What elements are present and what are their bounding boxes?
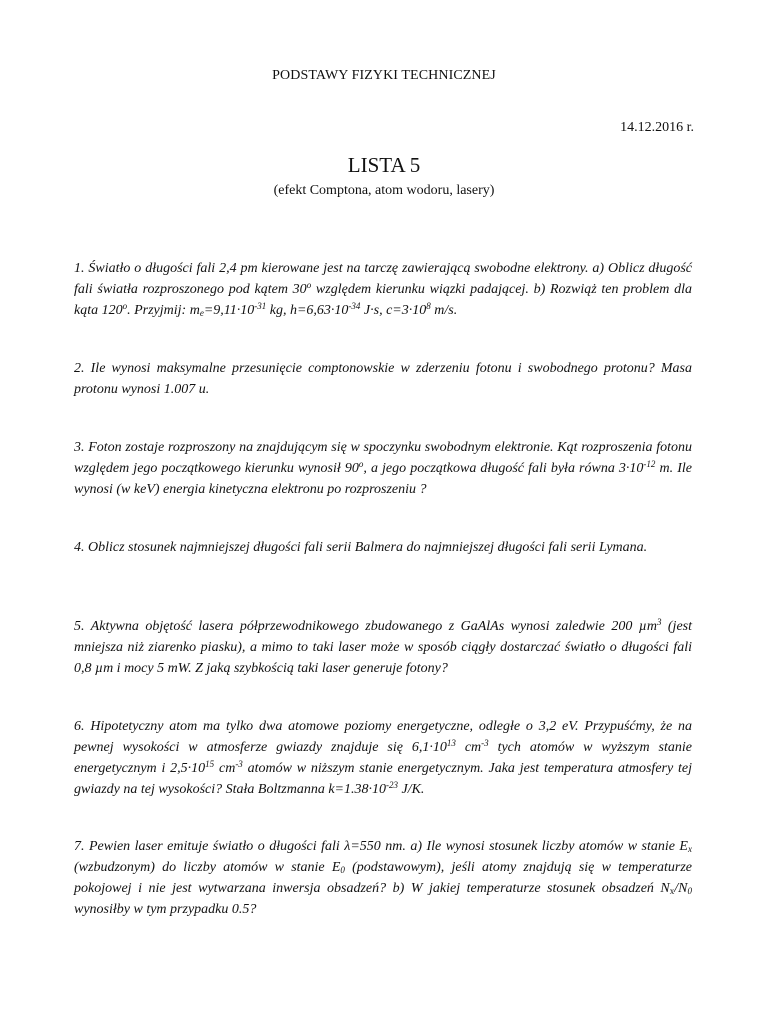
subscript: 0	[340, 865, 345, 875]
problem-text: 5. Aktywna objętość lasera półprzewodnikowego zbudowanego z GaAlAs wynosi zaledwie 200 µm	[74, 619, 657, 634]
superscript: 13	[446, 738, 456, 748]
superscript: 8	[426, 301, 431, 311]
superscript: -3	[481, 738, 489, 748]
problem-text: 1. Światło o długości fali 2,4 pm kierowane jest na tarczę zawierającą swobodne elektrony. a) Oblicz długość fali światła rozproszonego pod kątem 30	[74, 261, 692, 297]
superscript: -34	[348, 301, 361, 311]
problem-text: /N	[674, 881, 688, 896]
problem-text: (podstawowym), jeśli atomy znajdują się w temperaturze pokojowej i nie jest wytwarzana inwersja obsadzeń? b) W jakiej temperaturze stosunek obsadzeń N	[74, 860, 692, 896]
problem-4	[74, 537, 692, 558]
superscript: o	[122, 301, 128, 311]
problem-text: 3. Foton zostaje rozproszony na znajdującym się w spoczynku swobodnym elektronie. Kąt rozproszenia fotonu względem jego początkowego kierunku wynosił 90	[74, 440, 692, 476]
superscript: -31	[254, 301, 267, 311]
problem-text: atomów w niższym stanie energetycznym. Jaka jest temperatura atmosfery tej gwiazdy na tej wysokości? Stała Boltzmanna k=1.38·10	[74, 761, 692, 797]
problem-text: , a jego początkowa długość fali była równa 3·10	[363, 461, 644, 476]
subscript: x	[669, 886, 675, 896]
problem-text: tych atomów w wyższym stanie energetycznym i 2,5·10	[74, 740, 692, 776]
superscript: o	[358, 459, 364, 469]
problem-text: względem kierunku wiązki padającej. b) Rozwiąż ten problem dla kąta 120	[74, 282, 693, 318]
problem-text: J·s, c=3·10	[360, 303, 427, 318]
problem-text: =9,11·10	[203, 303, 255, 318]
problem-7	[74, 836, 692, 920]
superscript: -3	[235, 759, 243, 769]
list-title: LISTA 5	[347, 153, 421, 177]
problem-text: 6. Hipotetyczny atom ma tylko dwa atomowe poziomy energetyczne, odległe o 3,2 eV. Przypuśćmy, że na pewnej wysokości w atmosferze gwiazdy znajduje się 6,1·10	[74, 719, 692, 755]
problem-1	[74, 258, 692, 321]
problem-text: (jest mniejsza niż ziarenko piasku), a mimo to taki laser może w sposób ciągły dostarczać światło o długości fali 0,8 µm i mocy 5 mW. Z jaką szybkością taki laser generuje fotony?	[74, 619, 692, 676]
superscript: -23	[385, 780, 398, 790]
problem-text: cm	[214, 761, 236, 776]
problem-3	[74, 437, 692, 500]
document-date: 14.12.2016 r.	[620, 120, 694, 135]
problem-5	[74, 616, 692, 679]
problem-text: kg, h=6,63·10	[266, 303, 349, 318]
problem-text: J/K.	[397, 782, 425, 797]
subscript: 0	[687, 886, 692, 896]
problem-text: 4. Oblicz stosunek najmniejszej długości fali serii Balmera do najmniejszej długości fali serii Lymana.	[74, 540, 648, 555]
problem-text: . Przyjmij: m	[127, 303, 200, 318]
problem-text: 2. Ile wynosi maksymalne przesunięcie comptonowskie w zderzeniu fotonu i swobodnego protonu? Masa protonu wynosi 1.007 u.	[74, 361, 692, 397]
course-title: PODSTAWY FIZYKI TECHNICZNEJ	[272, 68, 496, 83]
superscript: 15	[205, 759, 215, 769]
problem-text: cm	[455, 740, 482, 755]
list-subtitle: (efekt Comptona, atom wodoru, lasery)	[273, 183, 495, 198]
problem-2	[74, 358, 692, 400]
problem-text: wynosiłby w tym przypadku 0.5?	[74, 902, 257, 917]
problem-text: m/s.	[430, 303, 458, 318]
subscript: e	[199, 308, 204, 318]
superscript: 3	[656, 617, 662, 627]
superscript: -12	[643, 459, 656, 469]
superscript: o	[306, 280, 312, 290]
problem-6	[74, 716, 692, 800]
problem-text: m. Ile wynosi (w keV) energia kinetyczna elektronu po rozproszeniu ?	[74, 461, 692, 497]
problem-text: 7. Pewien laser emituje światło o długości fali λ=550 nm. a) Ile wynosi stosunek liczby atomów w stanie E	[74, 839, 688, 854]
problem-text: (wzbudzonym) do liczby atomów w stanie E	[74, 860, 341, 875]
subscript: x	[688, 844, 692, 854]
